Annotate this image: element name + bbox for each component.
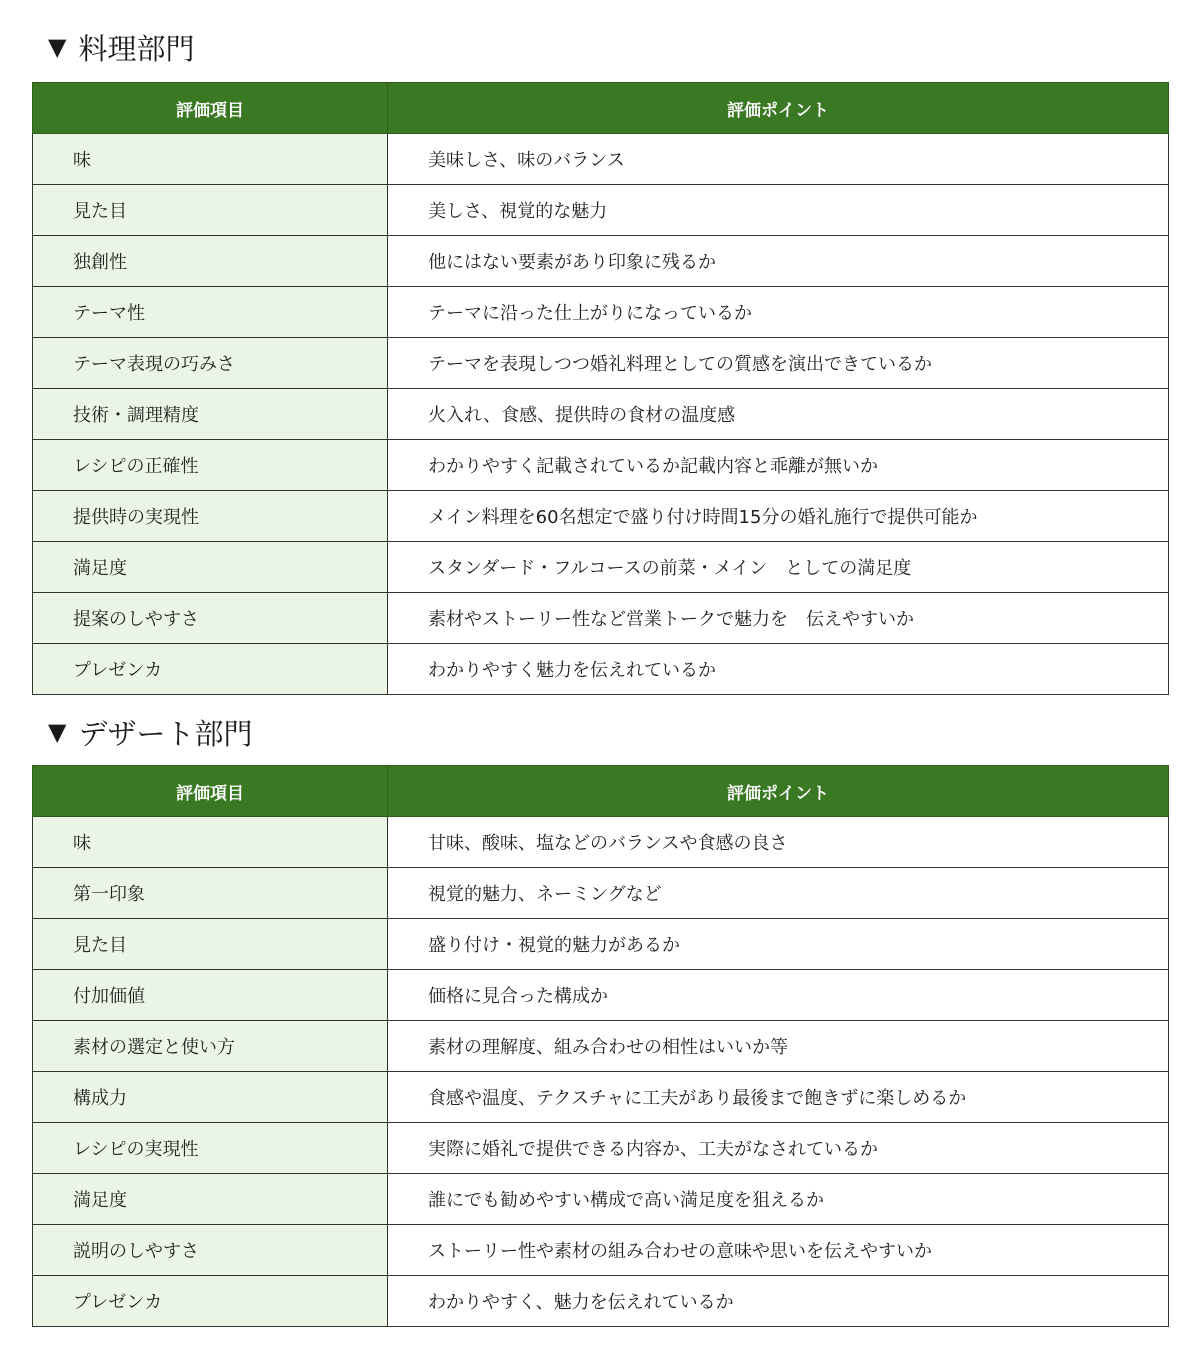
evaluation-point: わかりやすく記載されているか記載内容と乖離が無いか bbox=[388, 440, 1169, 491]
dessert-evaluation-table bbox=[32, 765, 1169, 1327]
column-header-point: 評価ポイント bbox=[388, 83, 1169, 134]
table-row bbox=[33, 644, 1169, 695]
table-header-row bbox=[33, 766, 1169, 817]
table-row bbox=[33, 185, 1169, 236]
table-row bbox=[33, 1123, 1169, 1174]
section-title: 料理部門 bbox=[78, 31, 195, 66]
evaluation-point: 素材の理解度、組み合わせの相性はいいか等 bbox=[388, 1021, 1169, 1072]
column-header-item: 評価項目 bbox=[33, 83, 388, 134]
evaluation-item: プレゼンカ bbox=[33, 644, 388, 695]
evaluation-item: 提案のしやすさ bbox=[33, 593, 388, 644]
column-header-item: 評価項目 bbox=[33, 766, 388, 817]
evaluation-point: わかりやすく魅力を伝えれているか bbox=[388, 644, 1169, 695]
evaluation-item: 構成力 bbox=[33, 1072, 388, 1123]
table-row bbox=[33, 134, 1169, 185]
section-title: デザート部門 bbox=[78, 716, 253, 751]
evaluation-point: 価格に見合った構成か bbox=[388, 970, 1169, 1021]
evaluation-item: 満足度 bbox=[33, 542, 388, 593]
table-row bbox=[33, 1174, 1169, 1225]
column-header-point: 評価ポイント bbox=[388, 766, 1169, 817]
section-heading-dessert bbox=[48, 712, 252, 752]
evaluation-point: ストーリー性や素材の組み合わせの意味や思いを伝えやすいか bbox=[388, 1225, 1169, 1276]
table-row bbox=[33, 287, 1169, 338]
evaluation-point: テーマを表現しつつ婚礼料理としての質感を演出できているか bbox=[388, 338, 1169, 389]
evaluation-point: メイン料理を60名想定で盛り付け時間15分の婚礼施行で提供可能か bbox=[388, 491, 1169, 542]
table-row bbox=[33, 491, 1169, 542]
evaluation-item: 第一印象 bbox=[33, 868, 388, 919]
evaluation-point: わかりやすく、魅力を伝えれているか bbox=[388, 1276, 1169, 1327]
section-heading-cooking bbox=[48, 27, 194, 67]
evaluation-item: 説明のしやすさ bbox=[33, 1225, 388, 1276]
evaluation-point: 甘味、酸味、塩などのバランスや食感の良さ bbox=[388, 817, 1169, 868]
table-row bbox=[33, 440, 1169, 491]
table-row bbox=[33, 236, 1169, 287]
table-row bbox=[33, 1225, 1169, 1276]
cooking-evaluation-table bbox=[32, 82, 1169, 695]
table-row bbox=[33, 970, 1169, 1021]
down-triangle-icon: ▼ bbox=[48, 718, 67, 746]
evaluation-point: 美しさ、視覚的な魅力 bbox=[388, 185, 1169, 236]
evaluation-point: テーマに沿った仕上がりになっているか bbox=[388, 287, 1169, 338]
evaluation-item: 提供時の実現性 bbox=[33, 491, 388, 542]
table-row bbox=[33, 593, 1169, 644]
evaluation-item: 独創性 bbox=[33, 236, 388, 287]
table-header-row bbox=[33, 83, 1169, 134]
evaluation-item: 見た目 bbox=[33, 919, 388, 970]
table-row bbox=[33, 542, 1169, 593]
evaluation-point: スタンダード・フルコースの前菜・メイン としての満足度 bbox=[388, 542, 1169, 593]
table-row bbox=[33, 817, 1169, 868]
evaluation-point: 視覚的魅力、ネーミングなど bbox=[388, 868, 1169, 919]
evaluation-item: 素材の選定と使い方 bbox=[33, 1021, 388, 1072]
table-row bbox=[33, 1021, 1169, 1072]
evaluation-item: 付加価値 bbox=[33, 970, 388, 1021]
evaluation-point: 誰にでも勧めやすい構成で高い満足度を狙えるか bbox=[388, 1174, 1169, 1225]
table-row bbox=[33, 1276, 1169, 1327]
table-row bbox=[33, 338, 1169, 389]
evaluation-item: テーマ表現の巧みさ bbox=[33, 338, 388, 389]
evaluation-point: 火入れ、食感、提供時の食材の温度感 bbox=[388, 389, 1169, 440]
evaluation-point: 食感や温度、テクスチャに工夫があり最後まで飽きずに楽しめるか bbox=[388, 1072, 1169, 1123]
evaluation-item: レシピの実現性 bbox=[33, 1123, 388, 1174]
evaluation-item: 味 bbox=[33, 134, 388, 185]
evaluation-point: 実際に婚礼で提供できる内容か、工夫がなされているか bbox=[388, 1123, 1169, 1174]
down-triangle-icon: ▼ bbox=[48, 33, 67, 61]
evaluation-point: 盛り付け・視覚的魅力があるか bbox=[388, 919, 1169, 970]
table-row bbox=[33, 1072, 1169, 1123]
evaluation-item: 満足度 bbox=[33, 1174, 388, 1225]
evaluation-point: 他にはない要素があり印象に残るか bbox=[388, 236, 1169, 287]
evaluation-item: レシピの正確性 bbox=[33, 440, 388, 491]
evaluation-item: プレゼンカ bbox=[33, 1276, 388, 1327]
evaluation-item: 味 bbox=[33, 817, 388, 868]
evaluation-item: テーマ性 bbox=[33, 287, 388, 338]
evaluation-item: 技術・調理精度 bbox=[33, 389, 388, 440]
evaluation-item: 見た目 bbox=[33, 185, 388, 236]
evaluation-point: 美味しさ、味のバランス bbox=[388, 134, 1169, 185]
table-row bbox=[33, 919, 1169, 970]
table-row bbox=[33, 868, 1169, 919]
table-row bbox=[33, 389, 1169, 440]
evaluation-point: 素材やストーリー性など営業トークで魅力を 伝えやすいか bbox=[388, 593, 1169, 644]
